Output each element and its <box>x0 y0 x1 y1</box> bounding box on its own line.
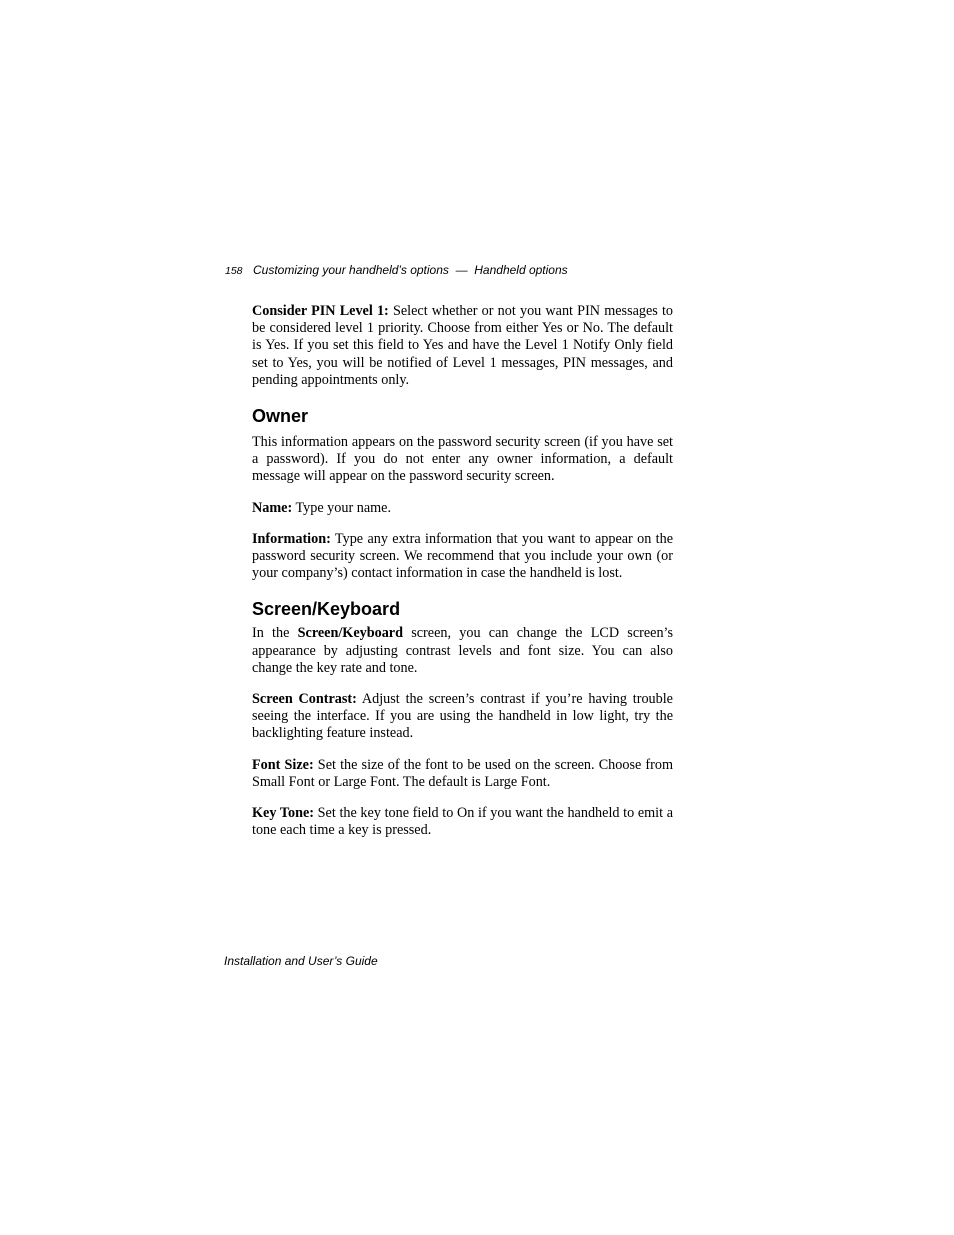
page-number: 158 <box>225 265 243 277</box>
font-size-label: Font Size: <box>252 756 314 773</box>
owner-heading: Owner <box>252 406 309 427</box>
information-text: Type any extra information that you want to appear on the password security screen. We recommend that you include your own (or your company’s) contact information in case the handheld is lost. <box>252 530 673 582</box>
information-label: Information: <box>252 530 331 547</box>
consider-pin-text: Select whether or not you want PIN messages to be considered level 1 priority. Choose from either Yes or No. The default is Yes. If you set this field to Yes and have the Level 1 Notify Only field set to Yes, you will be notified of Level 1 messages, PIN messages, and pending appointments only. <box>252 303 674 388</box>
header-separator: — <box>455 263 468 277</box>
page-header <box>225 263 568 277</box>
information-paragraph <box>252 531 673 583</box>
screen-contrast-text: Adjust the screen’s contrast if you’re having trouble seeing the interface. If you are using the handheld in low light, try the backlighting feature instead. <box>252 691 673 742</box>
font-size-text: Set the size of the font to be used on the screen. Choose from Small Font or Large Font. The default is Large Font. <box>252 756 673 790</box>
name-label: Name: <box>252 499 293 516</box>
screen-keyboard-heading: Screen/Keyboard <box>252 599 401 620</box>
screen-contrast-label: Screen Contrast: <box>252 691 357 708</box>
section-title: Handheld options <box>474 263 568 277</box>
page-body <box>252 303 673 853</box>
owner-intro-paragraph: This information appears on the password security screen (if you have set a password). If you do not enter any owner information, a default message will appear on the password security screen. <box>252 434 673 485</box>
key-tone-paragraph <box>252 805 673 839</box>
screen-intro-pre: In the <box>252 625 298 642</box>
guide-title: Installation and User’s Guide <box>224 954 378 968</box>
screen-contrast-paragraph <box>252 691 673 743</box>
screen-intro-post: screen, you can change the LCD screen’s appearance by adjusting contrast levels and font size. You can also change the key rate and tone. <box>252 625 673 676</box>
key-tone-label: Key Tone: <box>252 805 314 822</box>
screen-intro-bold: Screen/Keyboard <box>297 625 403 642</box>
page-footer <box>224 954 378 968</box>
consider-pin-paragraph <box>252 303 673 389</box>
font-size-paragraph <box>252 757 673 791</box>
name-paragraph <box>252 500 673 517</box>
chapter-title: Customizing your handheld’s options <box>253 263 449 277</box>
key-tone-text: Set the key tone field to On if you want the handheld to emit a tone each time a key is pressed. <box>252 805 673 839</box>
screen-intro-paragraph <box>252 625 673 677</box>
consider-pin-label: Consider PIN Level 1: <box>252 303 389 319</box>
name-text: Type your name. <box>292 499 392 516</box>
